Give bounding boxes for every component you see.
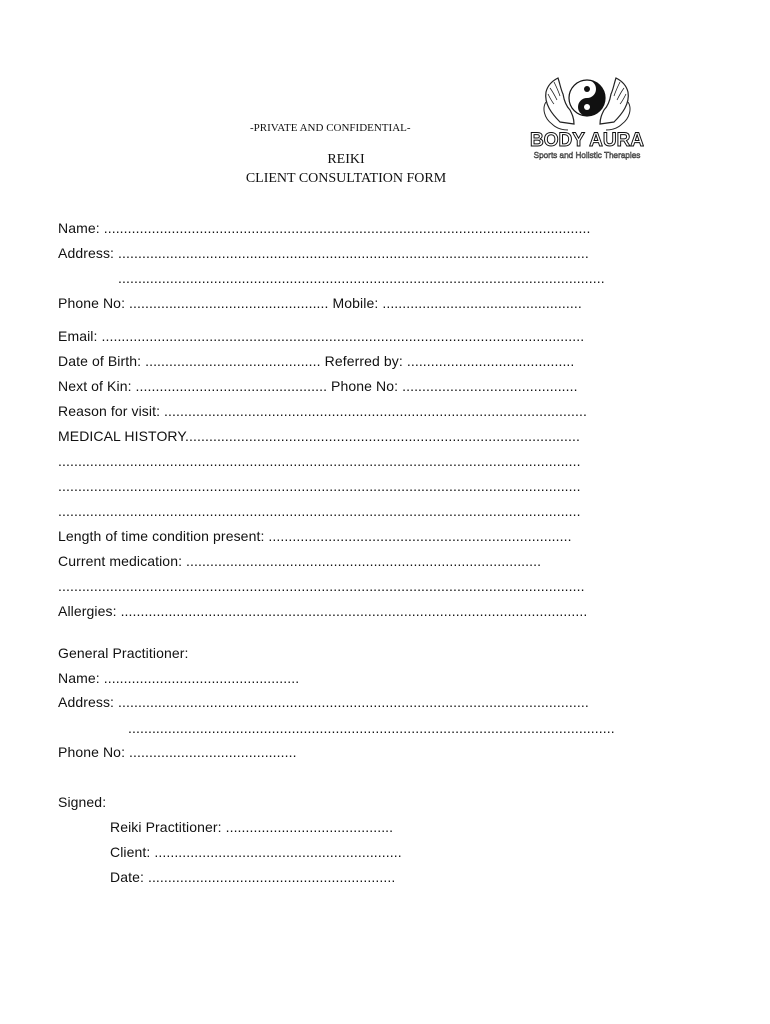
client-signature-field[interactable]: Client: .............................................................. bbox=[110, 844, 402, 860]
medical-history-field[interactable]: MEDICAL HISTORY................................................................................................... bbox=[58, 428, 580, 444]
next-of-kin-phone-field[interactable]: Next of Kin: ................................................ Phone No: ............................................ bbox=[58, 378, 578, 394]
body-aura-logo bbox=[530, 74, 644, 162]
address-continuation-field[interactable]: .......................................................................................................................... bbox=[118, 270, 605, 286]
gp-name-field[interactable]: Name: ................................................. bbox=[58, 670, 300, 686]
medical-history-line-2[interactable]: ................................................................................................................................... bbox=[58, 478, 581, 494]
address-field[interactable]: Address: ...................................................................................................................... bbox=[58, 245, 589, 261]
reiki-practitioner-signature-field[interactable]: Reiki Practitioner: .......................................... bbox=[110, 819, 394, 835]
yin-yang-hands-icon bbox=[530, 74, 644, 162]
medical-history-line-1[interactable]: ................................................................................................................................... bbox=[58, 453, 581, 469]
logo-brand-text: BODY AURA bbox=[530, 130, 644, 151]
form-title-reiki: REIKI bbox=[327, 152, 365, 167]
name-field[interactable]: Name: .......................................................................................................................... bbox=[58, 220, 591, 236]
gp-address-field[interactable]: Address: ...................................................................................................................... bbox=[58, 694, 589, 710]
length-condition-field[interactable]: Length of time condition present: ............................................................................ bbox=[58, 528, 572, 544]
gp-address-continuation-field[interactable]: .......................................................................................................................... bbox=[128, 720, 615, 736]
signed-heading: Signed: bbox=[58, 794, 107, 810]
email-field[interactable]: Email: ......................................................................................................................... bbox=[58, 328, 585, 344]
confidential-notice: -PRIVATE AND CONFIDENTIAL- bbox=[250, 122, 411, 134]
gp-heading: General Practitioner: bbox=[58, 645, 189, 661]
form-title-consultation: CLIENT CONSULTATION FORM bbox=[245, 171, 447, 186]
medication-line[interactable]: .................................................................................................................................... bbox=[58, 578, 585, 594]
current-medication-field[interactable]: Current medication: ......................................................................................... bbox=[58, 553, 542, 569]
phone-mobile-field[interactable]: Phone No: .................................................. Mobile: .................................................. bbox=[58, 295, 582, 311]
allergies-field[interactable]: Allergies: ..................................................................................................................... bbox=[58, 603, 588, 619]
date-field[interactable]: Date: .............................................................. bbox=[110, 869, 396, 885]
reason-for-visit-field[interactable]: Reason for visit: .......................................................................................................... bbox=[58, 403, 587, 419]
logo-tagline-text: Sports and Holistic Therapies bbox=[533, 151, 641, 160]
dob-referred-field[interactable]: Date of Birth: ............................................ Referred by: .......................................... bbox=[58, 353, 575, 369]
gp-phone-field[interactable]: Phone No: .......................................... bbox=[58, 744, 297, 760]
medical-history-line-3[interactable]: ................................................................................................................................... bbox=[58, 503, 581, 519]
